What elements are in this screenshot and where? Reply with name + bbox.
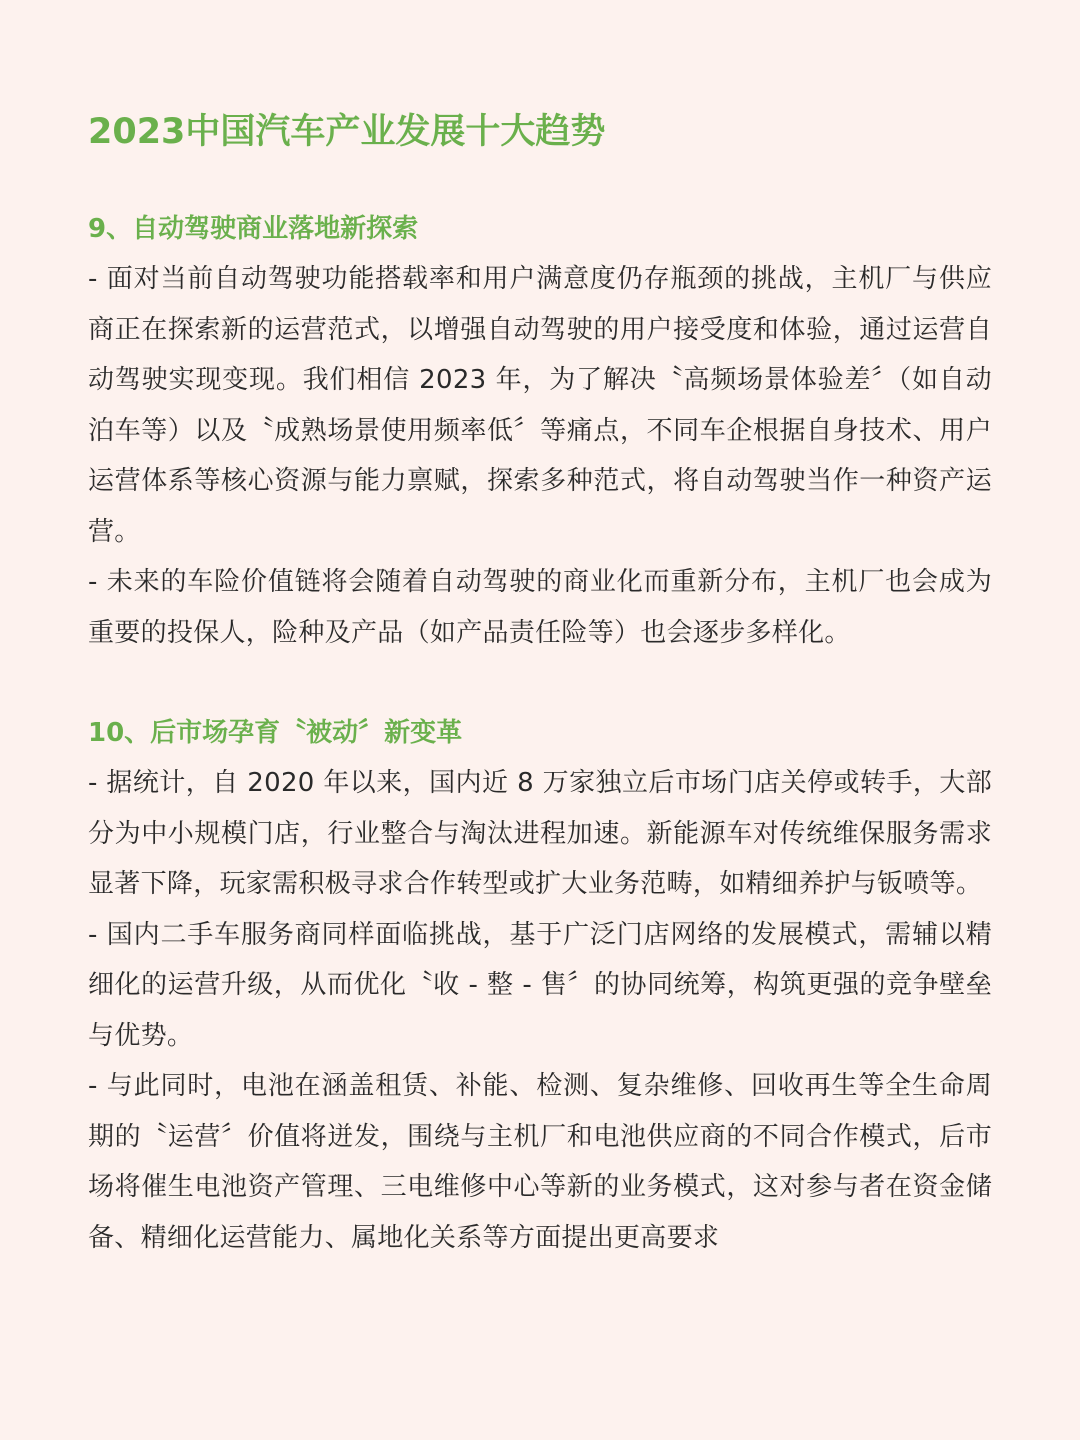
section-9-paragraph-1: - 面对当前自动驾驶功能搭载率和用户满意度仍存瓶颈的挑战，主机厂与供应商正在探索新的运营范式，以增强自动驾驶的用户接受度和体验，通过运营自动驾驶实现变现。我们相信 2023 年，为了解决〝高频场景体验差〞（如自动泊车等）以及〝成熟场景使用频率低〞等痛点，不同车企根据自身技术、用户运营体系等核心资源与能力禀赋，探索多种范式，将自动驾驶当作一种资产运营。 <box>88 264 992 547</box>
section-10-paragraph-2: - 国内二手车服务商同样面临挑战，基于广泛门店网络的发展模式，需辅以精细化的运营升级，从而优化〝收 - 整 - 售〞的协同统筹，构筑更强的竞争壁垒与优势。 <box>88 919 992 1051</box>
section-9-paragraph-2: - 未来的车险价值链将会随着自动驾驶的商业化而重新分布，主机厂也会成为重要的投保人，险种及产品（如产品责任险等）也会逐步多样化。 <box>88 567 992 648</box>
section-10-paragraph-3: - 与此同时，电池在涵盖租赁、补能、检测、复杂维修、回收再生等全生命周期的〝运营〞价值将迸发，围绕与主机厂和电池供应商的不同合作模式，后市场将催生电池资产管理、三电维修中心等新的业务模式，这对参与者在资金储备、精细化运营能力、属地化关系等方面提出更高要求 <box>88 1071 992 1253</box>
trend-section-10 <box>88 708 992 1263</box>
trend-section-9 <box>88 204 992 658</box>
section-heading-9: 9、自动驾驶商业落地新探索 <box>88 214 419 244</box>
section-heading-10: 10、后市场孕育〝被动〞新变革 <box>88 718 463 748</box>
page-title: 2023中国汽车产业发展十大趋势 <box>88 112 606 152</box>
section-10-paragraph-1: - 据统计，自 2020 年以来，国内近 8 万家独立后市场门店关停或转手，大部分为中小规模门店，行业整合与淘汰进程加速。新能源车对传统维保服务需求显著下降，玩家需积极寻求合作转型或扩大业务范畴，如精细养护与钣喷等。 <box>88 768 992 899</box>
